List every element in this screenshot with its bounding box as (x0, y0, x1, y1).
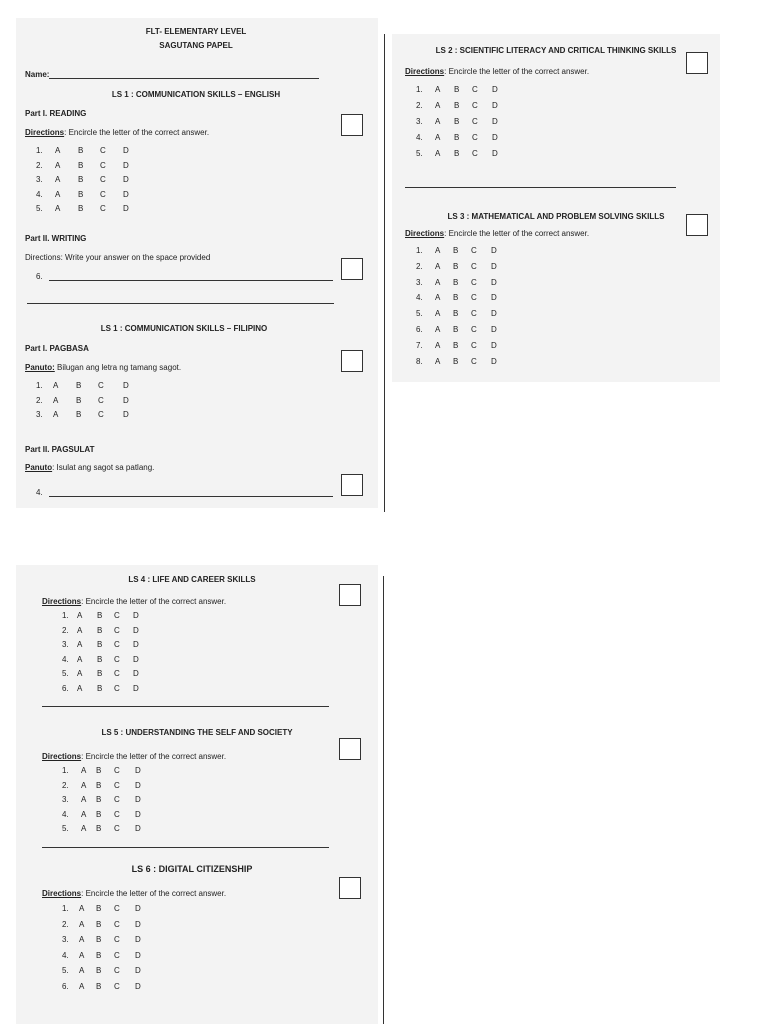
choice-a[interactable]: A (435, 356, 441, 366)
column-divider-top (384, 34, 385, 512)
choice-c[interactable]: C (472, 85, 478, 94)
ls1-filipino-writing-directions (25, 463, 154, 472)
directions-label: Directions (42, 889, 82, 898)
choice-d[interactable]: D (492, 101, 498, 110)
choice-b[interactable]: B (454, 85, 460, 94)
score-box-ls1-english-reading[interactable] (341, 114, 363, 136)
choice-c[interactable]: C (114, 669, 120, 678)
name-label: Name: (25, 70, 50, 79)
item-number: 5. (62, 824, 69, 833)
item-number: 1. (62, 611, 69, 620)
choice-b[interactable]: B (96, 766, 102, 775)
choice-c[interactable]: C (472, 101, 478, 110)
choice-b[interactable]: B (76, 381, 82, 390)
choice-b[interactable]: B (453, 277, 459, 287)
item-number: 5. (416, 309, 423, 319)
choice-c[interactable]: C (100, 146, 106, 155)
ls2-title: LS 2 : SCIENTIFIC LITERACY AND CRITICAL THINKING SKILLS (435, 46, 677, 55)
choice-d[interactable]: D (491, 277, 497, 287)
choice-d[interactable]: D (123, 175, 129, 184)
choice-b[interactable]: B (96, 780, 102, 790)
choice-a[interactable]: A (435, 85, 441, 94)
choice-d[interactable]: D (491, 293, 497, 303)
section-divider-ls5 (42, 847, 329, 848)
choice-a[interactable]: A (79, 919, 85, 929)
choice-d[interactable]: D (492, 133, 498, 142)
ls2-directions (405, 67, 589, 76)
item-6-answer-line[interactable] (49, 280, 333, 281)
choice-c[interactable]: C (114, 809, 120, 819)
item-number: 1. (62, 904, 69, 913)
directions-text: : Encircle the letter of the correct answer. (81, 597, 227, 606)
choice-d[interactable]: D (492, 85, 498, 94)
directions-label: Directions (405, 67, 445, 76)
choice-a[interactable]: A (435, 309, 441, 319)
choice-b[interactable]: B (454, 101, 460, 110)
sheet-subtitle: SAGUTANG PAPEL (159, 41, 233, 50)
choice-b[interactable]: B (76, 395, 82, 405)
item-number: 5. (416, 149, 423, 158)
directions-text: : Encircle the letter of the correct answer. (81, 752, 227, 761)
choice-a[interactable]: A (81, 766, 87, 775)
choice-c[interactable]: C (98, 381, 104, 390)
choice-d[interactable]: D (135, 904, 141, 913)
ls6-title: LS 6 : DIGITAL CITIZENSHIP (131, 864, 253, 874)
choice-d[interactable]: D (135, 935, 141, 944)
score-box-ls5[interactable] (339, 738, 361, 760)
choice-a[interactable]: A (53, 410, 59, 419)
choice-d[interactable]: D (492, 117, 498, 126)
score-box-ls4[interactable] (339, 584, 361, 606)
choice-b[interactable]: B (96, 919, 102, 929)
item-number: 1. (416, 85, 423, 94)
choice-a[interactable]: A (435, 325, 441, 334)
choice-a[interactable]: A (435, 246, 441, 255)
choice-a[interactable]: A (79, 966, 85, 975)
item-number: 1. (416, 246, 423, 255)
item-number: 5. (62, 966, 69, 975)
item-number: 6. (62, 683, 69, 693)
ls6-directions (42, 889, 226, 898)
choice-a[interactable]: A (55, 175, 61, 184)
choice-b[interactable]: B (96, 904, 102, 913)
choice-b[interactable]: B (97, 669, 103, 678)
item-number: 6. (62, 981, 69, 991)
choice-b[interactable]: B (78, 189, 84, 199)
panuto-label: Panuto (25, 463, 53, 472)
choice-a[interactable]: A (435, 277, 441, 287)
item-number: 2. (416, 261, 423, 271)
part1-pagbasa-title: Part I. PAGBASA (25, 344, 89, 353)
choice-a[interactable]: A (55, 189, 61, 199)
choice-c[interactable]: C (114, 935, 120, 944)
choice-c[interactable]: C (114, 780, 120, 790)
column-divider-bottom (383, 576, 384, 1024)
section-divider-ls1 (27, 303, 334, 304)
item-number: 8. (416, 356, 423, 366)
item-number: 3. (416, 117, 423, 126)
choice-a[interactable]: A (81, 809, 87, 819)
item-number: 6. (416, 325, 423, 334)
choice-a[interactable]: A (435, 133, 441, 142)
score-box-ls1-english-writing[interactable] (341, 258, 363, 280)
panuto-label: Panuto: (25, 363, 55, 372)
page-panel-bottom (16, 565, 378, 1024)
choice-b[interactable]: B (78, 204, 84, 213)
choice-b[interactable]: B (454, 149, 460, 158)
choice-c[interactable]: C (114, 625, 120, 635)
choice-b[interactable]: B (97, 625, 103, 635)
choice-d[interactable]: D (123, 395, 129, 405)
item-number: 5. (62, 669, 69, 678)
directions-label: Directions (25, 128, 65, 137)
item-number: 2. (62, 625, 69, 635)
choice-a[interactable]: A (77, 611, 83, 620)
ls5-directions (42, 752, 226, 761)
part2-pagsulat-title: Part II. PAGSULAT (25, 445, 95, 454)
choice-d[interactable]: D (133, 669, 139, 678)
choice-c[interactable]: C (114, 824, 120, 833)
choice-a[interactable]: A (77, 640, 83, 649)
part1-reading-title: Part I. READING (25, 109, 87, 118)
choice-a[interactable]: A (77, 654, 83, 664)
choice-b[interactable]: B (453, 246, 459, 255)
score-box-ls2[interactable] (686, 52, 708, 74)
ls1-english-writing-directions: Directions: Write your answer on the space provided (25, 253, 211, 262)
directions-label: Directions (42, 752, 82, 761)
item-number: 3. (416, 277, 423, 287)
page-panel-top-right (392, 34, 720, 382)
score-box-ls1-filipino-pagbasa[interactable] (341, 350, 363, 372)
item-number: 2. (62, 780, 69, 790)
choice-c[interactable]: C (114, 981, 120, 991)
directions-text: : Encircle the letter of the correct answer. (444, 67, 590, 76)
choice-a[interactable]: A (53, 381, 59, 390)
choice-c[interactable]: C (100, 189, 106, 199)
choice-a[interactable]: A (79, 904, 85, 913)
choice-d[interactable]: D (123, 410, 129, 419)
name-field-line[interactable] (49, 78, 319, 79)
item-number: 4. (62, 809, 69, 819)
choice-a[interactable]: A (53, 395, 59, 405)
directions-text: : Encircle the letter of the correct answer. (81, 889, 227, 898)
choice-c[interactable]: C (100, 175, 106, 184)
choice-d[interactable]: D (491, 340, 497, 350)
choice-a[interactable]: A (77, 683, 83, 693)
choice-c[interactable]: C (98, 410, 104, 419)
choice-c[interactable]: C (471, 261, 477, 271)
item-number: 3. (36, 175, 43, 184)
choice-a[interactable]: A (435, 293, 441, 303)
choice-a[interactable]: A (435, 101, 441, 110)
choice-a[interactable]: A (79, 981, 85, 991)
choice-b[interactable]: B (96, 809, 102, 819)
choice-b[interactable]: B (453, 309, 459, 319)
choice-d[interactable]: D (123, 160, 129, 170)
directions-text: : Encircle the letter of the correct answer. (64, 128, 210, 137)
item-number: 4. (62, 950, 69, 960)
choice-b[interactable]: B (453, 325, 459, 334)
choice-b[interactable]: B (97, 683, 103, 693)
choice-a[interactable]: A (435, 117, 441, 126)
directions-label: Directions (42, 597, 82, 606)
choice-d[interactable]: D (133, 640, 139, 649)
item-number: 3. (62, 640, 69, 649)
choice-b[interactable]: B (96, 795, 102, 804)
choice-c[interactable]: C (472, 117, 478, 126)
item-number: 3. (36, 410, 43, 419)
panuto-text: Bilugan ang letra ng tamang sagot. (54, 363, 182, 372)
ls5-title: LS 5 : UNDERSTANDING THE SELF AND SOCIETY (101, 728, 293, 737)
choice-c[interactable]: C (471, 325, 477, 334)
choice-d[interactable]: D (133, 683, 139, 693)
ls4-title: LS 4 : LIFE AND CAREER SKILLS (128, 575, 256, 584)
choice-d[interactable]: D (491, 309, 497, 319)
item-4-number: 4. (36, 488, 43, 497)
choice-b[interactable]: B (78, 175, 84, 184)
choice-c[interactable]: C (98, 395, 104, 405)
item-number: 4. (416, 293, 423, 303)
choice-c[interactable]: C (114, 904, 120, 913)
item-number: 7. (416, 340, 423, 350)
choice-c[interactable]: C (472, 149, 478, 158)
choice-a[interactable]: A (435, 149, 441, 158)
choice-a[interactable]: A (55, 204, 61, 213)
ls1-english-directions (25, 128, 209, 137)
choice-b[interactable]: B (96, 981, 102, 991)
choice-d[interactable]: D (135, 766, 141, 775)
ls1-filipino-title: LS 1 : COMMUNICATION SKILLS – FILIPINO (100, 324, 268, 333)
choice-d[interactable]: D (133, 611, 139, 620)
directions-text: : Encircle the letter of the correct answer. (444, 229, 590, 238)
choice-d[interactable]: D (123, 381, 129, 390)
choice-a[interactable]: A (81, 795, 87, 804)
choice-d[interactable]: D (135, 824, 141, 833)
choice-a[interactable]: A (435, 261, 441, 271)
choice-b[interactable]: B (97, 640, 103, 649)
choice-b[interactable]: B (97, 654, 103, 664)
choice-c[interactable]: C (114, 611, 120, 620)
choice-c[interactable]: C (471, 309, 477, 319)
choice-a[interactable]: A (81, 780, 87, 790)
item-number: 1. (36, 381, 43, 390)
choice-b[interactable]: B (453, 356, 459, 366)
choice-c[interactable]: C (114, 640, 120, 649)
choice-a[interactable]: A (81, 824, 87, 833)
choice-c[interactable]: C (471, 293, 477, 303)
choice-d[interactable]: D (135, 780, 141, 790)
choice-d[interactable]: D (123, 189, 129, 199)
choice-c[interactable]: C (100, 204, 106, 213)
choice-a[interactable]: A (79, 950, 85, 960)
choice-d[interactable]: D (491, 246, 497, 255)
score-box-ls1-filipino-pagsulat[interactable] (341, 474, 363, 496)
choice-a[interactable]: A (77, 625, 83, 635)
choice-c[interactable]: C (471, 356, 477, 366)
ls3-directions (405, 229, 589, 238)
section-divider-ls2 (405, 187, 676, 188)
choice-d[interactable]: D (135, 809, 141, 819)
choice-c[interactable]: C (471, 340, 477, 350)
choice-d[interactable]: D (135, 966, 141, 975)
choice-a[interactable]: A (435, 340, 441, 350)
choice-d[interactable]: D (135, 919, 141, 929)
choice-d[interactable]: D (492, 149, 498, 158)
choice-b[interactable]: B (97, 611, 103, 620)
ls1-filipino-directions (25, 363, 181, 372)
panuto-text: : Isulat ang sagot sa patlang. (52, 463, 155, 472)
choice-b[interactable]: B (76, 410, 82, 419)
choice-b[interactable]: B (454, 117, 460, 126)
section-divider-ls4 (42, 706, 329, 707)
choice-b[interactable]: B (453, 340, 459, 350)
choice-d[interactable]: D (135, 981, 141, 991)
item-number: 1. (36, 146, 43, 155)
choice-d[interactable]: D (491, 356, 497, 366)
item-number: 2. (36, 160, 43, 170)
choice-d[interactable]: D (491, 325, 497, 334)
choice-a[interactable]: A (55, 146, 61, 155)
choice-d[interactable]: D (133, 625, 139, 635)
choice-c[interactable]: C (114, 683, 120, 693)
choice-c[interactable]: C (114, 795, 120, 804)
score-box-ls3[interactable] (686, 214, 708, 236)
ls3-title: LS 3 : MATHEMATICAL AND PROBLEM SOLVING SKILLS (447, 212, 665, 221)
choice-b[interactable]: B (453, 293, 459, 303)
part2-writing-title: Part II. WRITING (25, 234, 87, 243)
item-number: 4. (62, 654, 69, 664)
item-4-answer-line[interactable] (49, 496, 333, 497)
choice-c[interactable]: C (114, 654, 120, 664)
choice-b[interactable]: B (454, 133, 460, 142)
choice-a[interactable]: A (77, 669, 83, 678)
choice-b[interactable]: B (453, 261, 459, 271)
choice-c[interactable]: C (471, 246, 477, 255)
choice-d[interactable]: D (133, 654, 139, 664)
choice-b[interactable]: B (96, 935, 102, 944)
item-number: 1. (62, 766, 69, 775)
score-box-ls6[interactable] (339, 877, 361, 899)
choice-d[interactable]: D (135, 950, 141, 960)
item-6-number: 6. (36, 272, 43, 281)
directions-label: Directions (405, 229, 445, 238)
sheet-title: FLT- ELEMENTARY LEVEL (145, 27, 247, 36)
item-number: 2. (416, 101, 423, 110)
item-number: 3. (62, 795, 69, 804)
choice-b[interactable]: B (96, 824, 102, 833)
choice-c[interactable]: C (471, 277, 477, 287)
choice-b[interactable]: B (78, 160, 84, 170)
choice-c[interactable]: C (114, 766, 120, 775)
item-number: 3. (62, 935, 69, 944)
choice-c[interactable]: C (472, 133, 478, 142)
item-number: 4. (36, 189, 43, 199)
choice-c[interactable]: C (114, 950, 120, 960)
item-number: 2. (36, 395, 43, 405)
ls1-english-title: LS 1 : COMMUNICATION SKILLS – ENGLISH (111, 90, 281, 99)
item-number: 2. (62, 919, 69, 929)
choice-a[interactable]: A (79, 935, 85, 944)
choice-b[interactable]: B (78, 146, 84, 155)
choice-a[interactable]: A (55, 160, 61, 170)
item-number: 4. (416, 133, 423, 142)
choice-c[interactable]: C (100, 160, 106, 170)
choice-b[interactable]: B (96, 950, 102, 960)
choice-d[interactable]: D (123, 146, 129, 155)
ls4-directions (42, 597, 226, 606)
choice-c[interactable]: C (114, 919, 120, 929)
choice-d[interactable]: D (123, 204, 129, 213)
choice-c[interactable]: C (114, 966, 120, 975)
choice-d[interactable]: D (491, 261, 497, 271)
choice-b[interactable]: B (96, 966, 102, 975)
choice-d[interactable]: D (135, 795, 141, 804)
item-number: 5. (36, 204, 43, 213)
